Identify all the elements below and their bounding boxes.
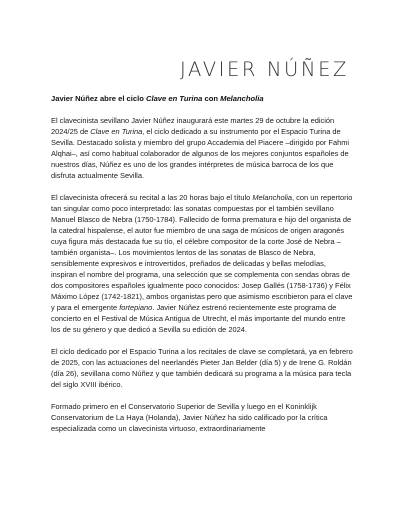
title-cycle-name: Clave en Turina [145, 94, 203, 103]
paragraph-text: El clavecinista sevillano Javier Núñez inaugurará este martes 29 de octubre la edición 2024/25 de [51, 116, 335, 136]
brand-logo: JAVIER NÚÑEZ [180, 58, 349, 81]
paragraph-text: , el ciclo dedicado a su instrumento por el Espacio Turina de Sevilla. Destacado solista y miembro del grupo Accademia del Piacere –dirigido por Fahmi Alqhai–, así como habitual colaborador de algunos de los mejores conjuntos españoles de nuestros días, Núñez es uno de los grandes intérpretes de música barroca de los que disfruta actualmente Sevilla. [51, 127, 350, 180]
title-text: Javier Núñez abre el ciclo [51, 94, 146, 103]
paragraph-text: , con un repertorio tan singular como poco interpretado: las sonatas compuestas por el también sevillano Manuel Blasco de Nebra (1750-1784). Fallecido de forma prematura e hijo del organista de la catedral hispalense, el autor fue miembro de una saga de músicos de origen aragonés cuya figura más destacada fue su tío, el célebre compositor de la corte José de Nebra –también organista–. Los movimientos lentos de las sonatas de Blasco de Nebra, sensiblemente expresivos e introvertidos, preñados de delicadas y bellas melodías, inspiran el nombre del programa, una selección que se complementa con sendas obras de dos compositores españoles igualmente poco conocidos: Josep Gallés (1758-1736) y Félix Máximo López (1742-1821), ambos organistas pero que asimismo escribieron para el clave y para el emergente [51, 193, 353, 312]
paragraph-text: . Javier Núñez estrenó recientemente este programa de concierto en el Festival de Música Antigua de Utrecht, el más importante del mundo entre los de su género y que dedicó a Sevilla su edición de 2024. [51, 303, 346, 334]
instrument-name: fortepiano [119, 303, 153, 312]
cycle-name: Clave en Turina [90, 127, 143, 136]
article-body [51, 93, 353, 445]
paragraph-bio: Formado primero en el Conservatorio Superior de Sevilla y luego en el Koninklijk Conservatorium de La Haya (Holanda), Javier Núñez ha sido calificado por la crítica especializada como un clavecinista virtuoso, extraordinariamente [51, 402, 328, 433]
paragraph-intro [51, 115, 353, 181]
title-text-mid: con [202, 94, 221, 103]
program-name: Melancholia [252, 193, 293, 202]
paragraph-program [51, 192, 353, 335]
article-title [51, 93, 353, 104]
title-program-name: Melancholia [220, 94, 264, 103]
paragraph-cycle: El ciclo dedicado por el Espacio Turina a los recitales de clave se completará, ya en febrero de 2025, con las actuaciones del neerlandés Pieter Jan Belder (día 5) y de Irene G. Roldán (día 26), sevillana como Núñez y que también dedicará su programa a la música para tecla del siglo XVIII ibérico. [51, 347, 353, 389]
paragraph-text: El clavecinista ofrecerá su recital a las 20 horas bajo el título [51, 193, 253, 202]
